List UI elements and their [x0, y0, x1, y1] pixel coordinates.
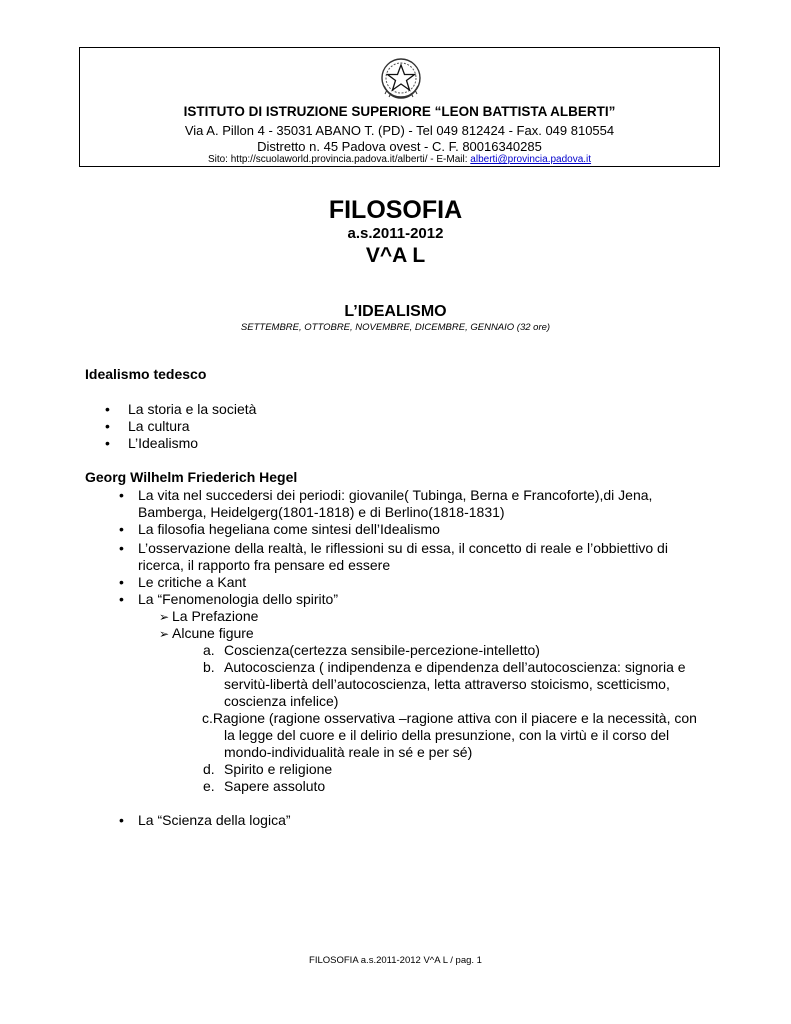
list-item-line: La vita nel succedersi dei periodi: giovanile( Tubinga, Berna e Francoforte),di Jena, — [138, 487, 653, 503]
arrow-bullet-icon: ➢ — [159, 610, 170, 624]
list-item-line: Le critiche a Kant — [138, 574, 247, 590]
bullet-icon: • — [119, 591, 124, 607]
enum-item: Sapere assoluto — [224, 778, 326, 794]
website-text: Sito: http://scuolaworld.provincia.padova.it/alberti/ - E-Mail: — [207, 154, 471, 165]
school-district: Distretto n. 45 Padova ovest - C. F. 80016340285 — [257, 139, 542, 154]
bullet-icon: • — [119, 521, 124, 537]
enum-item: servitù-libertà dell’autocoscienza, letta attraverso stoicismo, scetticismo, — [224, 676, 670, 692]
sub-list-item: La Prefazione — [172, 608, 259, 624]
enum-label: d. — [203, 761, 215, 777]
unit-title: L’IDEALISMO — [344, 303, 447, 320]
enum-item: mondo-individualità reale in sé e per sé) — [224, 744, 473, 760]
enum-label: e. — [203, 778, 215, 794]
enum-item: c.Ragione (ragione osservativa –ragione attiva con il piacere e la necessità, con — [202, 710, 697, 726]
school-address: Via A. Pillon 4 - 35031 ABANO T. (PD) - Tel 049 812424 - Fax. 049 810554 — [184, 123, 615, 138]
list-item-line: La “Fenomenologia dello spirito” — [138, 591, 338, 607]
list-item: L’Idealismo — [128, 435, 199, 451]
arrow-bullet-icon: ➢ — [159, 627, 170, 641]
school-website-line — [80, 154, 719, 165]
enum-label: b. — [203, 659, 215, 675]
bullet-icon: • — [119, 540, 124, 556]
school-year: a.s.2011-2012 — [347, 225, 444, 242]
sub-list-item: Alcune figure — [172, 625, 254, 641]
list-item-line: La “Scienza della logica” — [138, 812, 291, 828]
bullet-icon: • — [119, 812, 124, 828]
bullet-icon: • — [105, 418, 110, 434]
enum-item: Spirito e religione — [224, 761, 333, 777]
enum-item: coscienza infelice) — [224, 693, 339, 709]
page-footer: FILOSOFIA a.s.2011-2012 V^A L / pag. 1 — [309, 955, 482, 966]
enum-item: la legge del cuore e il delirio della presunzione, con la virtù e il corso del — [224, 727, 670, 743]
bullet-icon: • — [119, 487, 124, 503]
list-item: La cultura — [128, 418, 190, 434]
list-item-line: L’osservazione della realtà, le riflessioni su di essa, il concetto di reale e l’obbiettivo di — [138, 540, 668, 556]
subject-title: FILOSOFIA — [328, 196, 463, 224]
italian-republic-emblem-icon — [378, 56, 424, 102]
enum-item: Autocoscienza ( indipendenza e dipendenza dell’autocoscienza: signoria e — [224, 659, 686, 675]
class-label: V^A L — [365, 244, 426, 267]
section-title-idealismo-tedesco: Idealismo tedesco — [85, 366, 207, 382]
enum-item: Coscienza(certezza sensibile-percezione-intelletto) — [224, 642, 540, 658]
email-link[interactable]: alberti@provincia.padova.it — [470, 154, 592, 165]
list-item-line: La filosofia hegeliana come sintesi dell’Idealismo — [138, 521, 440, 537]
section-title-hegel: Georg Wilhelm Friederich Hegel — [85, 469, 298, 485]
list-item-line: ricerca, il rapporto fra pensare ed essere — [138, 557, 391, 573]
list-item-line: Bamberga, Heidelgerg(1801-1818) e di Berlino(1818-1831) — [138, 504, 505, 520]
school-header — [79, 47, 720, 167]
bullet-icon: • — [105, 401, 110, 417]
school-name: ISTITUTO DI ISTRUZIONE SUPERIORE “LEON BATTISTA ALBERTI” — [183, 104, 616, 119]
unit-months: SETTEMBRE, OTTOBRE, NOVEMBRE, DICEMBRE, GENNAIO (32 ore) — [240, 322, 551, 333]
enum-label: a. — [203, 642, 215, 658]
list-item: La storia e la società — [128, 401, 257, 417]
bullet-icon: • — [119, 574, 124, 590]
bullet-icon: • — [105, 435, 110, 451]
